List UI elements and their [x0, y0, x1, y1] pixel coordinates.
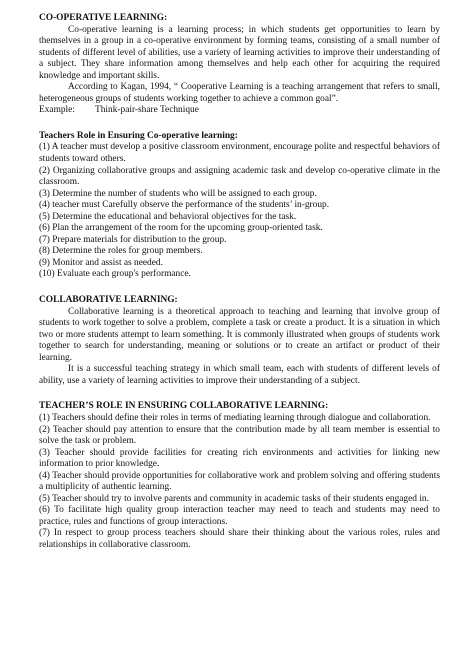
- list-item: (5) Determine the educational and behavioral objectives for the task.: [39, 211, 297, 222]
- example-text: Think-pair-share Technique: [95, 105, 199, 116]
- list-item: (10) Evaluate each group's performance.: [39, 269, 191, 280]
- list-item: (3) Teacher should provide facilities for creating rich environments and activities for linking new information to prior knowledge.: [39, 447, 440, 470]
- list-item: (3) Determine the number of students who will be assigned to each group.: [39, 188, 317, 199]
- list-item: (8) Determine the roles for group members.: [39, 246, 203, 257]
- collaborative-learning-heading: COLLABORATIVE LEARNING:: [39, 295, 178, 306]
- cooperative-definition-paragraph: Co-operative learning is a learning process; in which students get opportunities to learn by themselves in a group in a co-operative environment by forming teams, consisting of a small number of students of different level of abilities, use a variety of learning activities to improve their understanding of a subject. They share information among themselves and help each other for acquiring the required knowledge and important skills.: [39, 24, 440, 81]
- list-item: (2) Teacher should pay attention to ensure that the contribution made by all team member is essential to solve the task or problem.: [39, 424, 440, 447]
- list-item: (2) Organizing collaborative groups and assigning academic task and develop co-operative climate in the classroom.: [39, 165, 440, 188]
- list-item: (4) Teacher should provide opportunities for collaborative work and problem solving and offering students a multiplicity of authentic learning.: [39, 470, 440, 493]
- example-line: [39, 105, 440, 117]
- cooperative-learning-heading: CO-OPERATIVE LEARNING:: [39, 13, 168, 23]
- list-item: (7) Prepare materials for distribution to the group.: [39, 234, 227, 245]
- kagan-quote-paragraph: According to Kagan, 1994, “ Cooperative Learning is a teaching arrangement that refers to small, heterogeneous groups of students working together to achieve a common goal”.: [39, 82, 440, 104]
- list-item: (1) Teachers should define their roles in terms of mediating learning through dialogue and collaboration.: [39, 412, 431, 423]
- list-item: (6) Plan the arrangement of the room for the upcoming group-oriented task.: [39, 223, 323, 234]
- list-item: (9) Monitor and assist as needed.: [39, 257, 163, 268]
- list-item: (6) To facilitate high quality group interaction teacher may need to teach and students may need to practice, rules and functions of group interactions.: [39, 505, 440, 527]
- list-item: (5) Teacher should try to involve parents and community in academic tasks of their students engaged in.: [39, 493, 429, 504]
- cooperative-teacher-role-heading: Teachers Role in Ensuring Co-operative learning:: [39, 130, 238, 141]
- collaborative-teacher-role-heading: TEACHER’S ROLE IN ENSURING COLLABORATIVE LEARNING:: [39, 401, 329, 412]
- list-item: (1) A teacher must develop a positive classroom environment, encourage polite and respectful behaviors of students toward others.: [39, 142, 440, 165]
- example-label: Example:: [39, 105, 75, 116]
- collaborative-definition-paragraph: Collaborative learning is a theoretical approach to teaching and learning that involve group of students to work together to solve a problem, complete a task or create a product. It is a situation in which two or more students attempt to learn something. It is commonly illustrated when groups of students work together to search for understanding, meaning or solutions or to create an artifact or product of their learning.: [39, 306, 440, 363]
- list-item: (7) In respect to group process teachers should share their thinking about the various roles, rules and relationships in collaborative classroom.: [39, 528, 440, 550]
- collaborative-strategy-paragraph: It is a successful teaching strategy in which small team, each with students of different levels of ability, use a variety of learning activities to improve their understanding of a subject.: [39, 364, 440, 386]
- list-item: (4) teacher must Carefully observe the performance of the students’ in-group.: [39, 200, 330, 211]
